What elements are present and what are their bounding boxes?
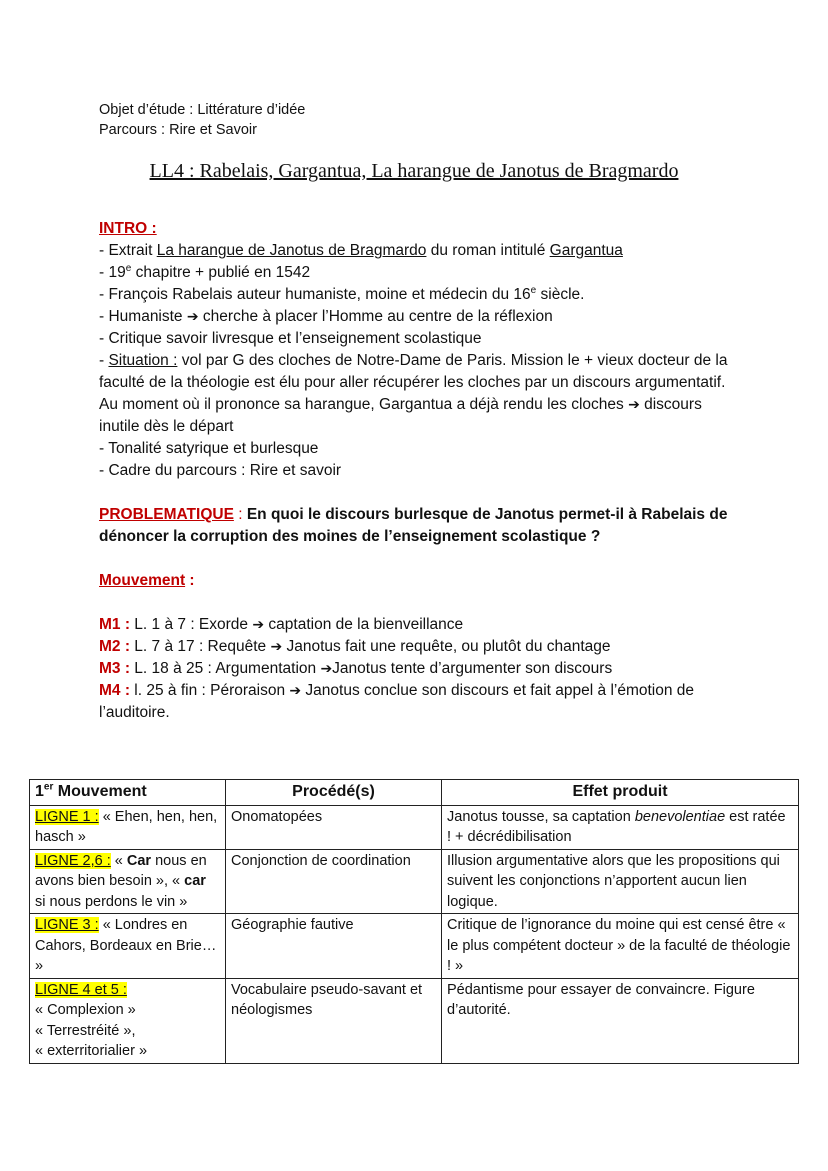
mouvement-item [99,636,739,658]
ligne-label: LIGNE 1 : [35,808,99,825]
situation-end: discours inutile dès le départ [99,396,702,435]
cell-mouvement [30,914,226,979]
extrait-mid: du roman intitulé [426,242,550,259]
situation-text: vol par G des cloches de Notre-Dame de Paris. Mission le + vieux docteur de la faculté de la théologie est élu pour aller récupérer les cloches par un discours argumentatif. Au moment où il prononce sa harangue, Gargantua a déjà rendu les cloches [99,352,728,413]
parcours-line: Parcours : Rire et Savoir [99,122,257,138]
intro-humaniste [99,306,739,328]
cell-effet: Critique de l’ignorance du moine qui est censé être « le plus compétent docteur » de la faculté de théologie ! » [442,914,799,979]
cell-procede: Vocabulaire pseudo-savant et néologismes [226,978,442,1063]
mouvement-label: Mouvement [99,572,186,589]
mouvement-text: L. 18 à 25 : Argumentation [130,660,321,677]
arrow-right-icon: ➔ [270,639,283,655]
extrait-prefix: - Extrait [99,242,157,259]
extrait-novel-title: Gargantua [549,242,623,259]
mouvement-tag: M4 : [99,682,130,699]
problematique-text: En quoi le discours burlesque de Janotus permet-il à Rabelais de dénoncer la corruption des moines de l’enseignement scolastique ? [99,506,728,545]
ligne-quote: « [110,852,127,869]
situation-label: Situation : [108,352,178,369]
situation-dash: - [99,352,109,369]
mouvement-tag: M2 : [99,638,130,655]
intro-chapitre [99,262,739,284]
table-header-row [30,780,799,806]
title-text: LL4 : Rabelais, Gargantua, La harangue de Janotus de Bragmardo [149,160,679,182]
mouvement-item [99,614,739,636]
cell-procede: Onomatopées [226,805,442,849]
effet-text: est ratée ! + décrédibilisation [447,808,786,845]
chapitre-rest: chapitre + publié en 1542 [131,264,311,281]
ligne-quote: si nous perdons le vin » [35,893,188,910]
auteur-text: - François Rabelais auteur humaniste, moine et médecin du 16 [99,286,531,303]
ligne-quote: « Complexion » [35,1002,136,1018]
effet-text: Janotus tousse, sa captation [447,808,635,825]
header-num: 1 [35,783,44,800]
header-rest: Mouvement [53,783,147,800]
mouvement-text: L. 1 à 7 : Exorde [130,616,253,633]
extrait-work-title: La harangue de Janotus de Bragmardo [156,242,427,259]
cell-mouvement [30,978,226,1063]
arrow-right-icon: ➔ [252,617,265,633]
intro-heading: INTRO : [99,220,157,237]
header-effet: Effet produit [442,780,799,806]
auteur-end: siècle. [536,286,585,303]
intro-extrait [99,240,739,262]
ligne-quote: « Terrestréité », [35,1022,136,1039]
auteur-sup: e [530,284,537,296]
problematique-label: PROBLEMATIQUE [99,506,234,523]
ligne-label: LIGNE 3 : [35,917,99,933]
intro-critique: - Critique savoir livresque et l’enseignement scolastique [99,330,482,347]
intro-cadre: - Cadre du parcours : Rire et savoir [99,462,342,479]
ligne-quote: « Londres en Cahors, Bordeaux en Brie… » [35,917,217,974]
cell-procede: Géographie fautive [226,914,442,979]
cell-mouvement [30,849,226,914]
page-title [0,160,828,183]
intro-situation [99,350,739,438]
arrow-right-icon: ➔ [628,397,640,413]
table-row [30,978,799,1063]
problematique-block [99,504,739,548]
ligne-label: LIGNE 4 et 5 : [35,981,127,998]
mouvement-text: Janotus tente d’argumenter son discours [332,660,613,677]
cell-mouvement [30,805,226,849]
arrow-right-icon: ➔ [186,309,199,325]
arrow-right-icon: ➔ [289,683,302,699]
cell-procede: Conjonction de coordination [226,849,442,914]
mouvement-tag: M3 : [99,660,130,677]
analysis-table [29,779,799,1064]
arrow-right-icon: ➔ [320,661,333,677]
mouvement-heading [99,570,739,592]
mouvement-text: L. 7 à 17 : Requête [130,638,271,655]
cell-effet [442,805,799,849]
table-row [30,914,799,979]
header-sup: er [43,781,54,793]
header-procede: Procédé(s) [226,780,442,806]
header-mouvement [30,780,226,806]
document-body [99,218,739,724]
objet-etude-line: Objet d’étude : Littérature d’idée [99,102,306,118]
problematique-colon: : [233,506,247,523]
table-row [30,805,799,849]
cell-effet: Pédantisme pour essayer de convaincre. Figure d’autorité. [442,978,799,1063]
ligne-quote-bold: Car [126,852,152,869]
mouvement-text: Janotus fait une requête, ou plutôt du chantage [282,638,611,655]
document-header [99,100,305,140]
mouvement-item [99,680,739,724]
ligne-quote: nous en avons bien besoin », « [35,852,207,889]
cell-effet: Illusion argumentative alors que les propositions qui suivent les conjonctions n’apportent aucun lien logique. [442,849,799,914]
intro-tonalite: - Tonalité satyrique et burlesque [99,440,319,457]
humaniste-b: cherche à placer l’Homme au centre de la réflexion [198,308,553,325]
ligne-quote-bold: car [184,873,206,889]
chapitre-num: - 19 [99,264,126,281]
ligne-label: LIGNE 2,6 : [35,852,111,869]
humaniste-a: - Humaniste [99,308,187,325]
mouvement-text: l. 25 à fin : Péroraison [130,682,290,699]
mouvement-colon: : [185,572,195,589]
intro-auteur [99,284,739,306]
mouvement-tag: M1 : [99,616,130,633]
mouvement-item [99,658,739,680]
mouvement-text: Janotus conclue son discours et fait appel à l’émotion de l’auditoire. [99,682,695,721]
ligne-quote: « exterritorialier » [35,1043,148,1059]
chapitre-sup: e [125,262,132,274]
table-row [30,849,799,914]
ligne-quote: « Ehen, hen, hen, hasch » [35,808,218,845]
effet-italic: benevolentiae [634,808,726,825]
mouvement-text: captation de la bienveillance [264,616,464,633]
